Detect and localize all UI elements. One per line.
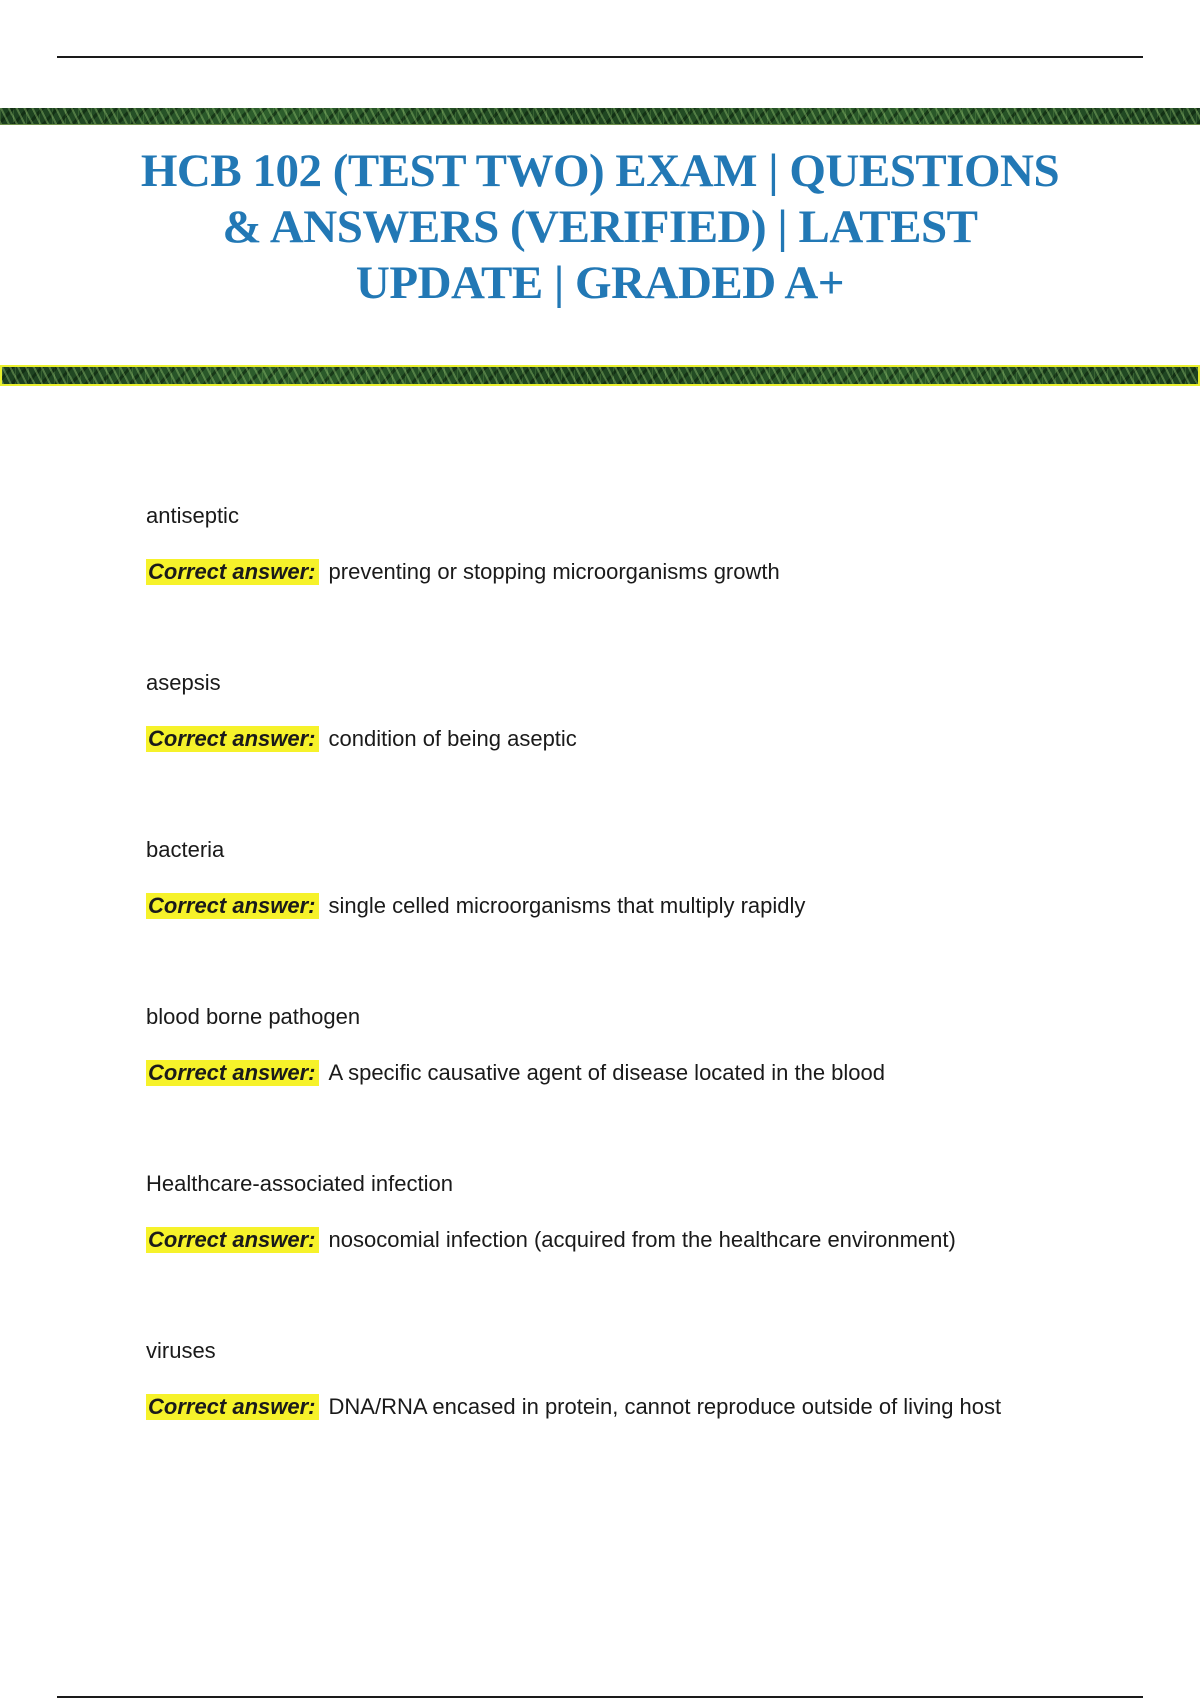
question-term: bacteria: [146, 837, 225, 862]
title-line: UPDATE | GRADED A+: [355, 257, 845, 309]
footer-rule: [57, 1696, 1143, 1698]
answer-text: single celled microorganisms that multiply rapidly: [328, 893, 806, 918]
answer-text: DNA/RNA encased in protein, cannot reproduce outside of living host: [328, 1394, 1002, 1419]
answer-text: A specific causative agent of disease located in the blood: [328, 1060, 885, 1085]
qa-item: [146, 1004, 1146, 1086]
qa-item: [146, 1338, 1146, 1420]
header-rule: [57, 56, 1143, 58]
question-term: asepsis: [146, 670, 221, 695]
question-term: Healthcare-associated infection: [146, 1171, 453, 1196]
correct-answer-label: Correct answer:: [146, 726, 319, 752]
correct-answer-label: Correct answer:: [146, 893, 319, 919]
answer-row: [146, 559, 1146, 585]
answer-row: [146, 1227, 1146, 1253]
correct-answer-label: Correct answer:: [146, 1060, 319, 1086]
question-term: blood borne pathogen: [146, 1004, 361, 1029]
title-line: & ANSWERS (VERIFIED) | LATEST: [222, 201, 978, 253]
answer-text: nosocomial infection (acquired from the healthcare environment): [328, 1227, 956, 1252]
question-term: antiseptic: [146, 503, 239, 528]
title-line: HCB 102 (TEST TWO) EXAM | QUESTIONS: [140, 145, 1060, 197]
qa-item: [146, 837, 1146, 919]
answer-text: preventing or stopping microorganisms growth: [328, 559, 780, 584]
decorative-band-bottom: [0, 365, 1200, 386]
answer-row: [146, 1060, 1146, 1086]
document-title: [60, 143, 1140, 311]
answer-row: [146, 1394, 1146, 1420]
correct-answer-label: Correct answer:: [146, 1394, 319, 1420]
answer-row: [146, 893, 1146, 919]
correct-answer-label: Correct answer:: [146, 559, 319, 585]
qa-item: [146, 503, 1146, 585]
qa-item: [146, 670, 1146, 752]
decorative-band-top: [0, 108, 1200, 125]
answer-text: condition of being aseptic: [328, 726, 577, 751]
question-term: viruses: [146, 1338, 216, 1363]
answer-row: [146, 726, 1146, 752]
qa-item: [146, 1171, 1146, 1253]
correct-answer-label: Correct answer:: [146, 1227, 319, 1253]
